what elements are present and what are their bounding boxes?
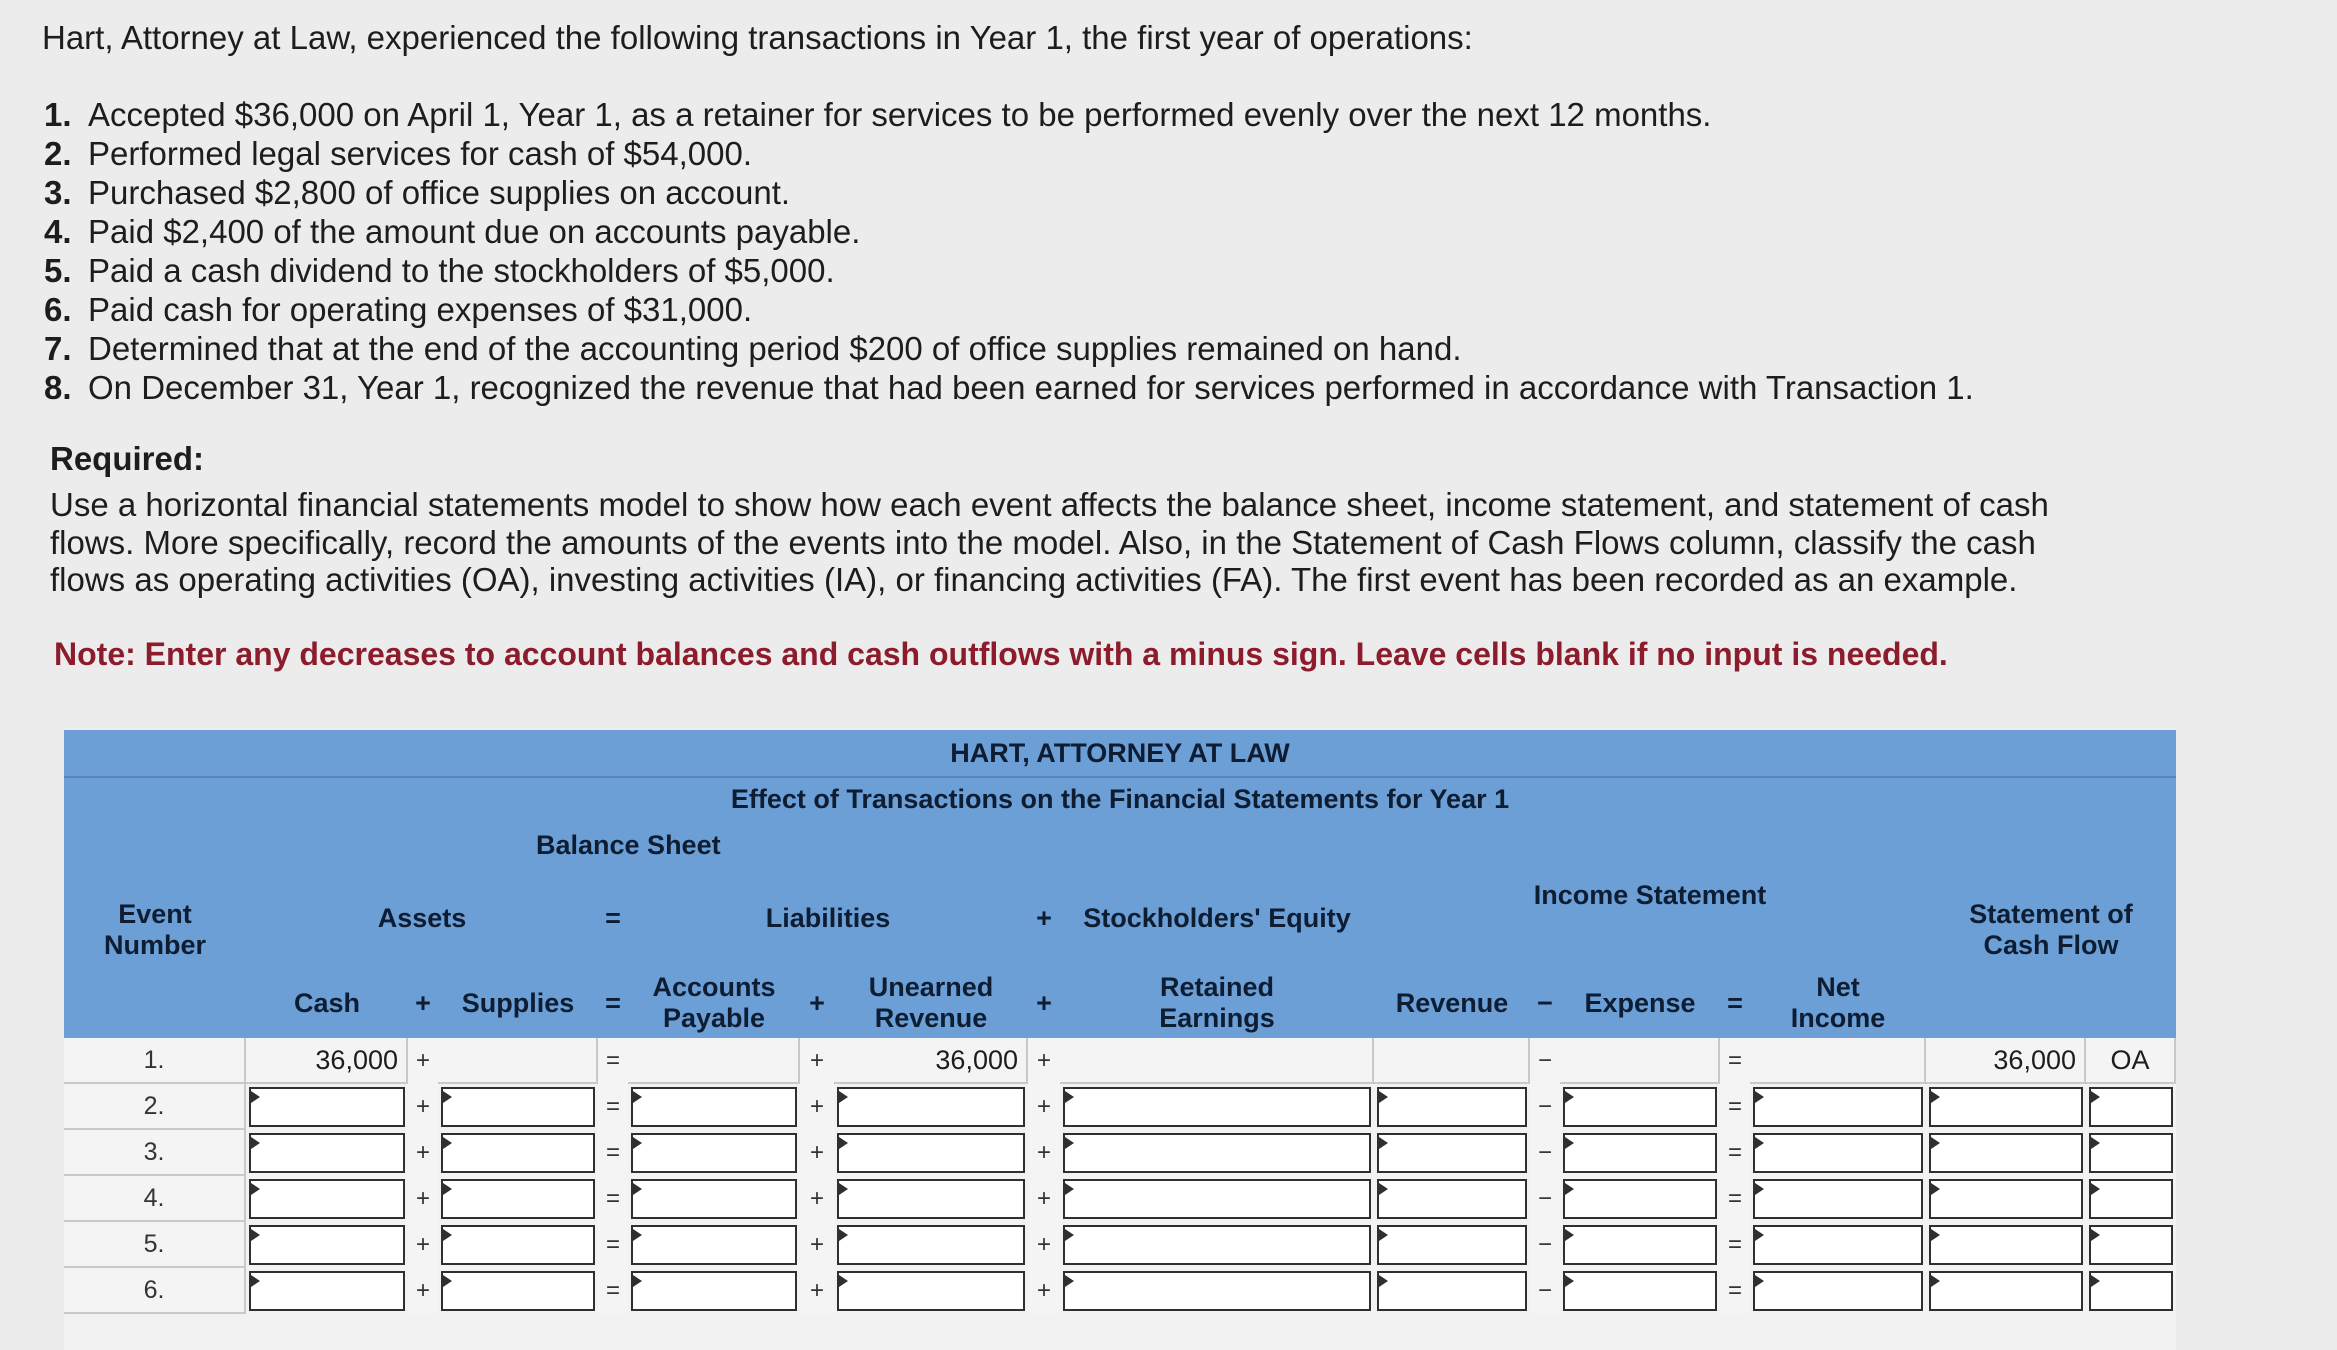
equals-sign: = [1720, 1268, 1750, 1314]
transaction-number: 8. [44, 369, 72, 406]
unearned-revenue-input[interactable] [837, 1087, 1025, 1127]
expense-input[interactable] [1563, 1087, 1717, 1127]
liabilities-header: Liabilities [628, 868, 1028, 968]
unearned-revenue-input[interactable] [837, 1271, 1025, 1311]
plus-sign: + [800, 1268, 834, 1314]
cash-value: 36,000 [246, 1038, 408, 1084]
net-income-column-header: Net Income [1750, 968, 1926, 1038]
minus-sign: − [1530, 1176, 1560, 1222]
minus-sign: − [1530, 1268, 1560, 1314]
unearned-revenue-value: 36,000 [834, 1038, 1028, 1084]
balance-sheet-header: Balance Sheet [246, 822, 1374, 868]
retained-earnings-column-header: Retained Earnings [1060, 968, 1374, 1038]
retained-earnings-input[interactable] [1063, 1225, 1371, 1265]
event-number-cell: 4. [64, 1176, 246, 1222]
net-income-input[interactable] [1753, 1271, 1923, 1311]
minus-sign: − [1530, 1084, 1560, 1130]
plus-sign: + [408, 1084, 438, 1130]
equals-sign: = [1720, 1038, 1750, 1084]
equals-sign: = [1720, 1176, 1750, 1222]
cash-input[interactable] [249, 1087, 405, 1127]
plus-sign: + [1028, 1038, 1060, 1084]
plus-sign: + [1028, 968, 1060, 1038]
cash-flow-class-value: OA [2086, 1038, 2176, 1084]
retained-earnings-input[interactable] [1063, 1087, 1371, 1127]
event-number-cell: 3. [64, 1130, 246, 1176]
required-body: Use a horizontal financial statements model to show how each event affects the balance sheet, income statement, and statement of cash flows. More specifically, record the amounts of the events into the model. Also, in the Statement of Cash Flows column, classify the cash flows as operating activities (OA), investing activities (IA), or financing activities (FA). The first event has been recorded as an example. [50, 486, 2049, 598]
equals-sign: = [598, 1268, 628, 1314]
supplies-input[interactable] [441, 1133, 595, 1173]
transaction-item [44, 95, 1974, 134]
net-income-input[interactable] [1753, 1179, 1923, 1219]
transaction-number: 7. [44, 330, 72, 367]
supplies-value [438, 1038, 598, 1084]
accounts-payable-input[interactable] [631, 1271, 797, 1311]
income-statement-header: Income Statement [1374, 822, 1926, 968]
net-income-value [1750, 1038, 1926, 1084]
plus-sign: + [800, 1084, 834, 1130]
plus-sign: + [1028, 868, 1060, 968]
plus-sign: + [800, 1222, 834, 1268]
revenue-input[interactable] [1377, 1271, 1527, 1311]
cash-column-header: Cash [246, 968, 408, 1038]
minus-sign: − [1530, 1222, 1560, 1268]
plus-sign: + [800, 1130, 834, 1176]
transaction-number: 6. [44, 291, 72, 328]
event-number-cell: 2. [64, 1084, 246, 1130]
transaction-number: 3. [44, 174, 72, 211]
retained-earnings-input[interactable] [1063, 1179, 1371, 1219]
supplies-column-header: Supplies [438, 968, 598, 1038]
cash-flow-amount-input[interactable] [1929, 1179, 2083, 1219]
minus-sign: − [1530, 1130, 1560, 1176]
expense-input[interactable] [1563, 1271, 1717, 1311]
plus-sign: + [1028, 1268, 1060, 1314]
expense-column-header: Expense [1560, 968, 1720, 1038]
plus-sign: + [1028, 1130, 1060, 1176]
financial-statements-model-table [64, 730, 2176, 1350]
cash-flow-header: Statement of Cash Flow [1926, 822, 2176, 1038]
expense-input[interactable] [1563, 1179, 1717, 1219]
transaction-text: Paid a cash dividend to the stockholders of $5,000. [88, 252, 835, 289]
transaction-item [44, 212, 1974, 251]
cash-flow-amount-value: 36,000 [1926, 1038, 2086, 1084]
accounts-payable-input[interactable] [631, 1179, 797, 1219]
equals-sign: = [598, 868, 628, 968]
plus-sign: + [408, 1130, 438, 1176]
transaction-item [44, 134, 1974, 173]
equals-sign: = [598, 1084, 628, 1130]
revenue-input[interactable] [1377, 1179, 1527, 1219]
plus-sign: + [408, 968, 438, 1038]
transaction-item [44, 251, 1974, 290]
problem-intro: Hart, Attorney at Law, experienced the following transactions in Year 1, the first year of operations: [42, 19, 1473, 56]
transaction-text: Determined that at the end of the accounting period $200 of office supplies remained on hand. [88, 330, 1462, 367]
minus-sign: − [1530, 968, 1560, 1038]
transaction-text: Purchased $2,800 of office supplies on account. [88, 174, 791, 211]
plus-sign: + [1028, 1176, 1060, 1222]
minus-sign: − [1530, 1038, 1560, 1084]
cash-flow-class-input[interactable] [2089, 1179, 2173, 1219]
cash-flow-amount-input[interactable] [1929, 1133, 2083, 1173]
net-income-input[interactable] [1753, 1087, 1923, 1127]
revenue-input[interactable] [1377, 1133, 1527, 1173]
equals-sign: = [1720, 1084, 1750, 1130]
plus-sign: + [800, 968, 834, 1038]
supplies-input[interactable] [441, 1225, 595, 1265]
plus-sign: + [408, 1268, 438, 1314]
table-title: HART, ATTORNEY AT LAW [64, 730, 2176, 776]
event-number-cell: 6. [64, 1268, 246, 1314]
retained-earnings-value [1060, 1038, 1374, 1084]
cash-flow-class-input[interactable] [2089, 1087, 2173, 1127]
revenue-column-header: Revenue [1374, 968, 1530, 1038]
transaction-text: On December 31, Year 1, recognized the revenue that had been earned for services performed in accordance with Transaction 1. [88, 369, 1974, 406]
transaction-number: 4. [44, 213, 72, 250]
cash-input[interactable] [249, 1133, 405, 1173]
accounts-payable-value [628, 1038, 800, 1084]
cash-flow-amount-input[interactable] [1929, 1087, 2083, 1127]
equals-sign: = [598, 1130, 628, 1176]
plus-sign: + [800, 1176, 834, 1222]
transaction-item [44, 173, 1974, 212]
unearned-revenue-column-header: Unearned Revenue [834, 968, 1028, 1038]
event-number-cell: 5. [64, 1222, 246, 1268]
retained-earnings-input[interactable] [1063, 1271, 1371, 1311]
unearned-revenue-input[interactable] [837, 1179, 1025, 1219]
transaction-number: 1. [44, 96, 72, 133]
required-title: Required: [50, 440, 205, 477]
unearned-revenue-input[interactable] [837, 1133, 1025, 1173]
table-subtitle: Effect of Transactions on the Financial Statements for Year 1 [64, 776, 2176, 822]
transaction-text: Accepted $36,000 on April 1, Year 1, as a retainer for services to be performed evenly over the next 12 months. [88, 96, 1712, 133]
cash-input[interactable] [249, 1271, 405, 1311]
transaction-item [44, 329, 1974, 368]
equals-sign: = [1720, 968, 1750, 1038]
note-text: Note: Enter any decreases to account balances and cash outflows with a minus sign. Leave cells blank if no input is needed. [54, 636, 1948, 672]
cash-flow-amount-input[interactable] [1929, 1271, 2083, 1311]
plus-sign: + [800, 1038, 834, 1084]
supplies-input[interactable] [441, 1271, 595, 1311]
plus-sign: + [408, 1038, 438, 1084]
plus-sign: + [1028, 1222, 1060, 1268]
accounts-payable-column-header: Accounts Payable [628, 968, 800, 1038]
expense-input[interactable] [1563, 1225, 1717, 1265]
transaction-item [44, 368, 1974, 407]
stockholders-equity-header: Stockholders' Equity [1060, 868, 1374, 968]
equals-sign: = [598, 1176, 628, 1222]
transaction-text: Paid cash for operating expenses of $31,000. [88, 291, 753, 328]
revenue-value [1374, 1038, 1530, 1084]
plus-sign: + [1028, 1084, 1060, 1130]
revenue-input[interactable] [1377, 1087, 1527, 1127]
cash-input[interactable] [249, 1179, 405, 1219]
transaction-list [44, 95, 1974, 407]
transaction-number: 5. [44, 252, 72, 289]
expense-input[interactable] [1563, 1133, 1717, 1173]
plus-sign: + [408, 1222, 438, 1268]
cash-flow-class-input[interactable] [2089, 1271, 2173, 1311]
transaction-number: 2. [44, 135, 72, 172]
transaction-item [44, 290, 1974, 329]
net-income-input[interactable] [1753, 1133, 1923, 1173]
event-number-header: Event Number [64, 822, 246, 1038]
equals-sign: = [598, 1038, 628, 1084]
equals-sign: = [598, 968, 628, 1038]
accounts-payable-input[interactable] [631, 1225, 797, 1265]
supplies-input[interactable] [441, 1179, 595, 1219]
supplies-input[interactable] [441, 1087, 595, 1127]
net-income-input[interactable] [1753, 1225, 1923, 1265]
transaction-text: Paid $2,400 of the amount due on accounts payable. [88, 213, 861, 250]
unearned-revenue-input[interactable] [837, 1225, 1025, 1265]
revenue-input[interactable] [1377, 1225, 1527, 1265]
equals-sign: = [1720, 1130, 1750, 1176]
plus-sign: + [408, 1176, 438, 1222]
accounts-payable-input[interactable] [631, 1087, 797, 1127]
expense-value [1560, 1038, 1720, 1084]
cash-flow-class-input[interactable] [2089, 1225, 2173, 1265]
cash-flow-amount-input[interactable] [1929, 1225, 2083, 1265]
equals-sign: = [1720, 1222, 1750, 1268]
assets-header: Assets [246, 868, 598, 968]
equals-sign: = [598, 1222, 628, 1268]
retained-earnings-input[interactable] [1063, 1133, 1371, 1173]
cash-flow-class-input[interactable] [2089, 1133, 2173, 1173]
cash-input[interactable] [249, 1225, 405, 1265]
accounts-payable-input[interactable] [631, 1133, 797, 1173]
transaction-text: Performed legal services for cash of $54,000. [88, 135, 753, 172]
event-number-cell: 1. [64, 1038, 246, 1084]
